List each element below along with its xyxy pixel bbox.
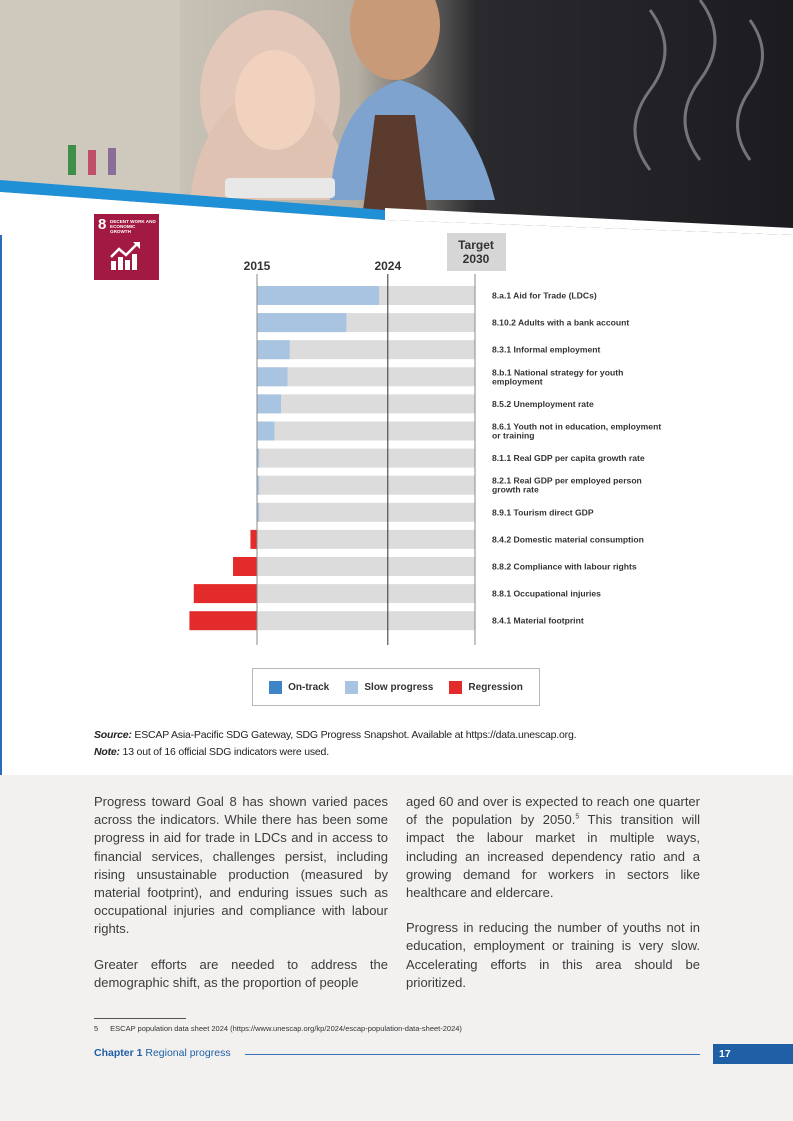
note-label: Note: <box>94 746 120 758</box>
footer-divider <box>245 1054 700 1055</box>
year-2015-label: 2015 <box>243 259 271 273</box>
bar-chart <box>0 225 793 645</box>
bar-slow-progress <box>257 313 346 332</box>
category-label: 8.5.2 Unemployment rate <box>492 398 594 409</box>
legend-label: On-track <box>288 681 330 693</box>
paragraph-demographic-shift <box>94 956 388 992</box>
bar-regression <box>194 584 257 603</box>
chapter-footer <box>94 1047 231 1059</box>
legend-swatch-on-track <box>269 681 282 694</box>
category-label: 8.a.1 Aid for Trade (LDCs) <box>492 290 597 301</box>
legend-label: Regression <box>468 681 523 693</box>
bar-background <box>257 503 475 522</box>
paragraph-youth-neet: Progress in reducing the number of youths not in education, employment or training is very slow. Accelerating efforts in this area should be prioritized. <box>406 920 700 990</box>
paragraph-demographic-shift-cont <box>406 793 700 902</box>
legend-item-regression <box>449 681 522 694</box>
category-label: growth rate <box>492 484 539 495</box>
bar-slow-progress <box>257 422 274 441</box>
category-label: 8.b.1 National strategy for youth <box>492 367 624 378</box>
category-label: or training <box>492 430 535 441</box>
category-label: 8.8.2 Compliance with labour rights <box>492 561 637 572</box>
legend-item-slow-progress <box>345 681 433 694</box>
source-text: ESCAP Asia-Pacific SDG Gateway, SDG Progress Snapshot. Available at https://data.unescap.org. <box>131 729 577 741</box>
sdg-goal-title: DECENT WORK AND ECONOMIC GROWTH <box>110 219 156 234</box>
footnote-text: ESCAP population data sheet 2024 (https://www.unescap.org/kp/2024/escap-population-data-sheet-2024) <box>110 1024 462 1033</box>
year-2024-label: 2024 <box>374 259 402 273</box>
bar-slow-progress <box>257 367 288 386</box>
category-label: 8.6.1 Youth not in education, employment <box>492 421 662 432</box>
bar-slow-progress <box>257 394 281 413</box>
header-photo <box>0 0 793 235</box>
footnote <box>94 1024 462 1033</box>
legend-label: Slow progress <box>364 681 434 693</box>
bar-regression <box>250 530 257 549</box>
footnote-number: 5 <box>94 1024 99 1033</box>
bar-background <box>257 394 475 413</box>
body-column-right <box>406 793 700 1009</box>
bar-background <box>257 367 475 386</box>
paragraph-text: This transition will impact the labour market in multiple ways, including an increased dependency ratio and a growing demand for workers in sectors like healthcare and eldercare. <box>406 812 700 901</box>
legend-item-on-track <box>269 681 329 694</box>
source-label: Source: <box>94 729 132 741</box>
footnote-divider <box>94 1018 186 1019</box>
category-label: 8.3.1 Informal employment <box>492 344 601 355</box>
footnote-ref: 5 <box>575 813 580 821</box>
note-text: 13 out of 16 official SDG indicators were used. <box>119 746 329 758</box>
chart-note <box>94 746 329 758</box>
bar-background <box>257 530 475 549</box>
bar-background <box>257 611 475 630</box>
bar-regression <box>189 611 257 630</box>
bar-background <box>257 422 475 441</box>
chart-legend <box>252 668 540 706</box>
legend-swatch-slow-progress <box>345 681 358 694</box>
paragraph-text: aged 60 and over is expected to reach one quarter of the population by 2050. <box>406 794 700 828</box>
category-label: 8.4.1 Material footprint <box>492 615 584 626</box>
category-label: 8.1.1 Real GDP per capita growth rate <box>492 453 645 464</box>
legend-swatch-regression <box>449 681 462 694</box>
category-label: 8.2.1 Real GDP per employed person <box>492 475 642 486</box>
paragraph-text: Greater efforts are needed to address the demographic shift, as the proportion of people <box>94 956 388 990</box>
bar-background <box>257 476 475 495</box>
bar-regression <box>233 557 257 576</box>
category-label: 8.10.2 Adults with a bank account <box>492 317 630 328</box>
target-year-label: 2030 <box>462 252 490 266</box>
page-number: 17 <box>713 1044 793 1064</box>
chapter-title: Regional progress <box>142 1047 231 1059</box>
category-label: 8.8.1 Occupational injuries <box>492 588 601 599</box>
body-column-left <box>94 793 388 1009</box>
bar-slow-progress <box>257 340 290 359</box>
category-label: employment <box>492 376 543 387</box>
bar-slow-progress <box>257 286 379 305</box>
category-label: 8.4.2 Domestic material consumption <box>492 534 644 545</box>
target-label: Target <box>458 238 494 252</box>
bar-background <box>257 449 475 468</box>
paragraph-goal8-progress: Progress toward Goal 8 has shown varied paces across the indicators. While there has been some progress in aid for trade in LDCs and in access to financial services, challenges persist, including rising unsustainable production (measured by material footprint), and enduring issues such as occupational injuries and compliance with labour rights. <box>94 794 388 937</box>
bar-background <box>257 584 475 603</box>
bar-background <box>257 557 475 576</box>
category-label: 8.9.1 Tourism direct GDP <box>492 507 594 518</box>
sdg8-progress-chart <box>0 225 793 645</box>
chart-source <box>94 729 576 741</box>
sdg-goal-number: 8 <box>98 216 107 233</box>
chapter-label: Chapter 1 <box>94 1047 143 1059</box>
